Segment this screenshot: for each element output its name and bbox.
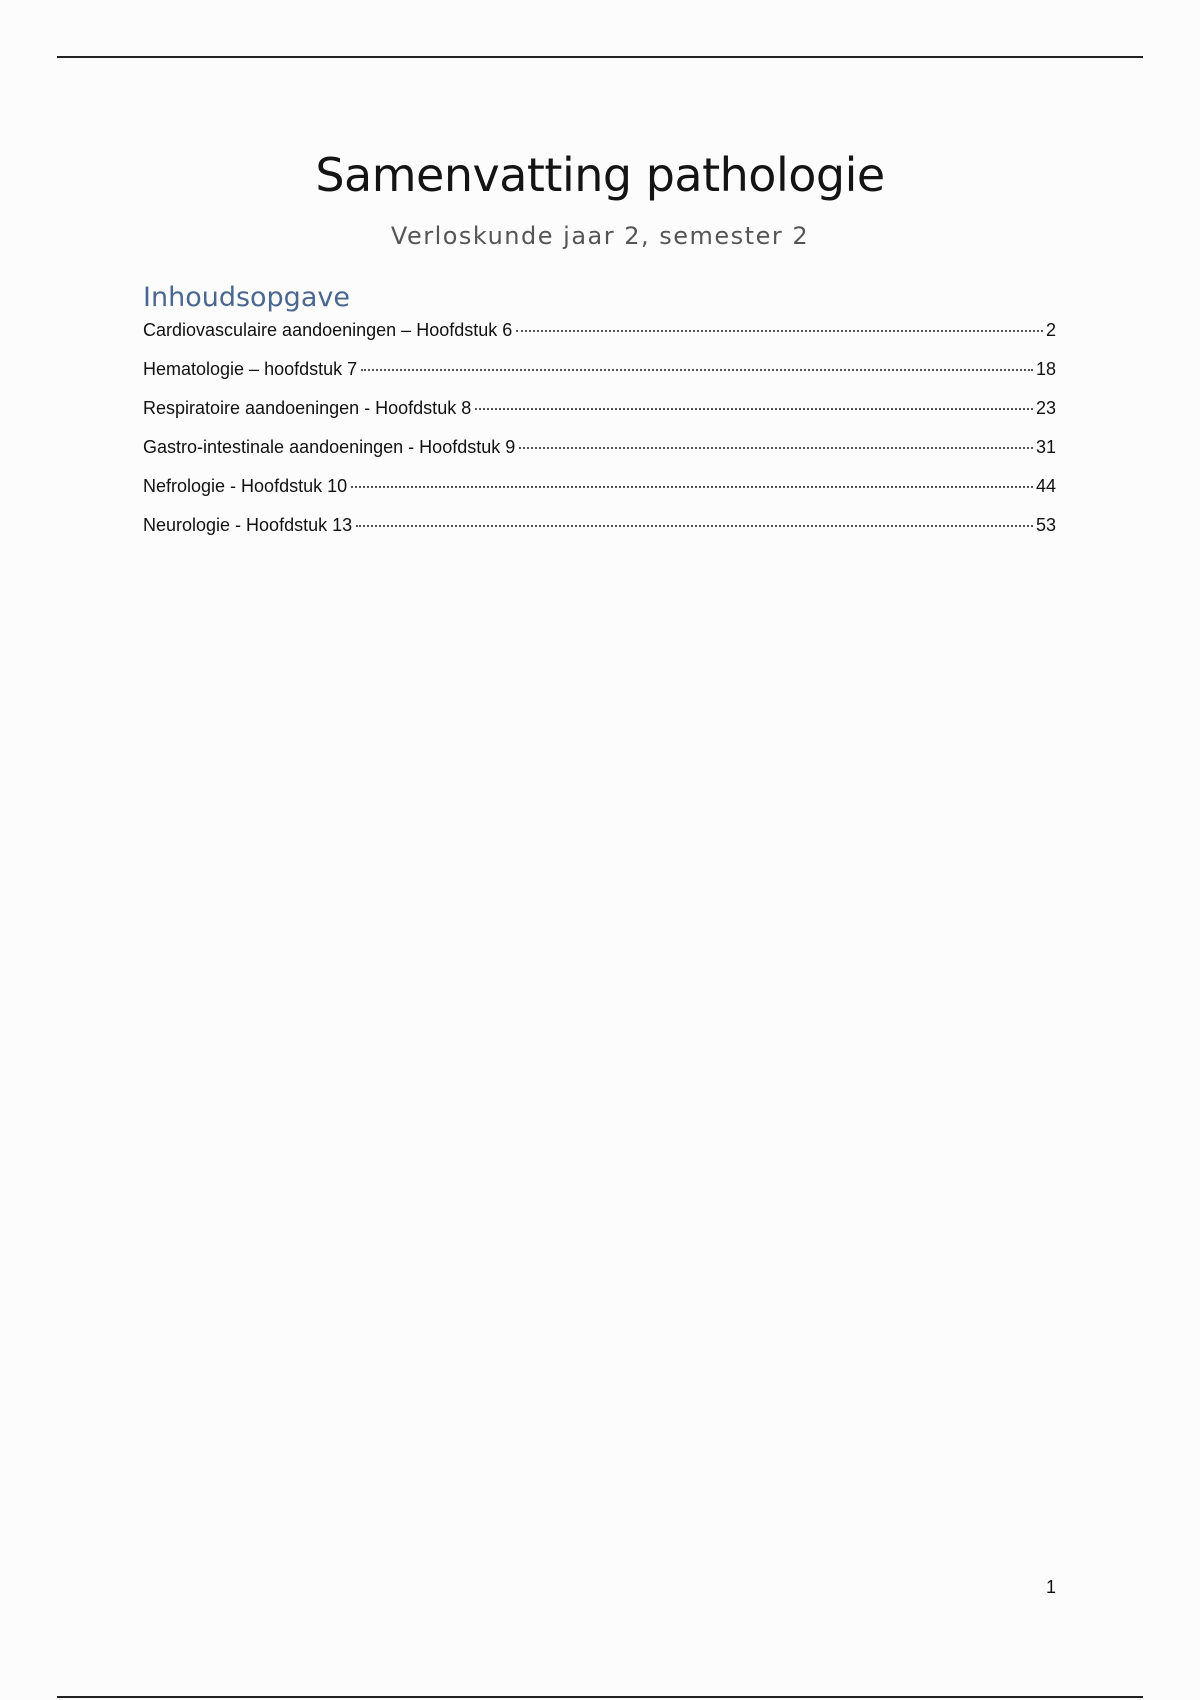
toc-dot-leader xyxy=(361,369,1033,371)
toc-entry-label: Respiratoire aandoeningen - Hoofdstuk 8 xyxy=(143,398,472,418)
toc-entry-gastro-intestinale[interactable] xyxy=(143,437,1056,476)
toc-dot-leader xyxy=(351,486,1033,488)
toc-entry-page: 44 xyxy=(1035,476,1056,496)
toc-entry-nefrologie[interactable] xyxy=(143,476,1056,515)
toc-dot-leader xyxy=(516,330,1043,332)
header-rule xyxy=(57,56,1143,58)
toc-dot-leader xyxy=(356,525,1033,527)
toc-entry-page: 53 xyxy=(1035,515,1056,535)
document-title: Samenvatting pathologie xyxy=(315,148,885,202)
toc-entry-page: 23 xyxy=(1035,398,1056,418)
toc-heading: Inhoudsopgave xyxy=(143,282,350,313)
toc-entry-hematologie[interactable] xyxy=(143,359,1056,398)
toc-entry-neurologie[interactable] xyxy=(143,515,1056,554)
toc-entry-label: Hematologie – hoofdstuk 7 xyxy=(143,359,358,379)
toc-entry-label: Nefrologie - Hoofdstuk 10 xyxy=(143,476,348,496)
toc-entry-cardiovasculaire[interactable] xyxy=(143,320,1056,359)
toc-entry-page: 2 xyxy=(1045,320,1056,340)
toc-entry-page: 18 xyxy=(1035,359,1056,379)
toc-entry-respiratoire[interactable] xyxy=(143,398,1056,437)
toc-entry-page: 31 xyxy=(1035,437,1056,457)
table-of-contents xyxy=(143,320,1056,554)
toc-entry-label: Cardiovasculaire aandoeningen – Hoofdstuk 6 xyxy=(143,320,513,340)
document-subtitle: Verloskunde jaar 2, semester 2 xyxy=(390,222,810,250)
toc-dot-leader xyxy=(519,447,1033,449)
toc-dot-leader xyxy=(475,408,1033,410)
footer-rule xyxy=(57,1696,1143,1698)
toc-entry-label: Neurologie - Hoofdstuk 13 xyxy=(143,515,353,535)
page-number: 1 xyxy=(1045,1577,1056,1597)
toc-entry-label: Gastro-intestinale aandoeningen - Hoofdstuk 9 xyxy=(143,437,516,457)
